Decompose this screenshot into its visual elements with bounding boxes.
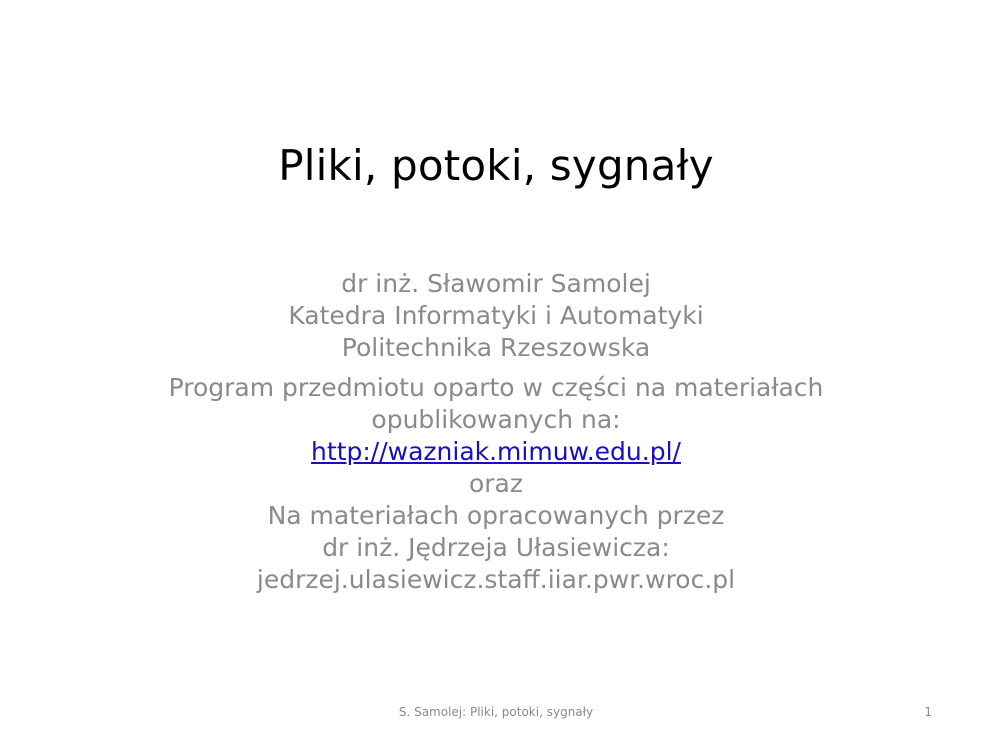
footer-text: S. Samolej: Pliki, potoki, sygnały bbox=[398, 705, 594, 719]
wazniak-link[interactable]: http://wazniak.mimuw.edu.pl/ bbox=[311, 437, 681, 466]
department-line: Katedra Informatyki i Automatyki bbox=[288, 301, 704, 330]
second-author-site-line: jedrzej.ulasiewicz.staff.iiar.pwr.wroc.pl bbox=[256, 565, 736, 594]
slide-title: Pliki, potoki, sygnały bbox=[278, 141, 714, 190]
materials-line: Na materiałach opracowanych przez bbox=[267, 501, 725, 530]
program-line-2: opublikowanych na: bbox=[371, 405, 621, 434]
paragraph-gap bbox=[60, 364, 932, 372]
link-line bbox=[60, 436, 932, 468]
program-line-1: Program przedmiotu oparto w części na materiałach bbox=[168, 373, 824, 402]
page-number: 1 bbox=[924, 705, 932, 719]
second-author-line: dr inż. Jędrzeja Ułasiewicza: bbox=[322, 533, 670, 562]
slide-subtitle bbox=[60, 268, 932, 596]
slide-footer bbox=[0, 702, 992, 722]
conjunction-line: oraz bbox=[468, 469, 524, 498]
author-line: dr inż. Sławomir Samolej bbox=[341, 269, 651, 298]
university-line: Politechnika Rzeszowska bbox=[341, 333, 651, 362]
